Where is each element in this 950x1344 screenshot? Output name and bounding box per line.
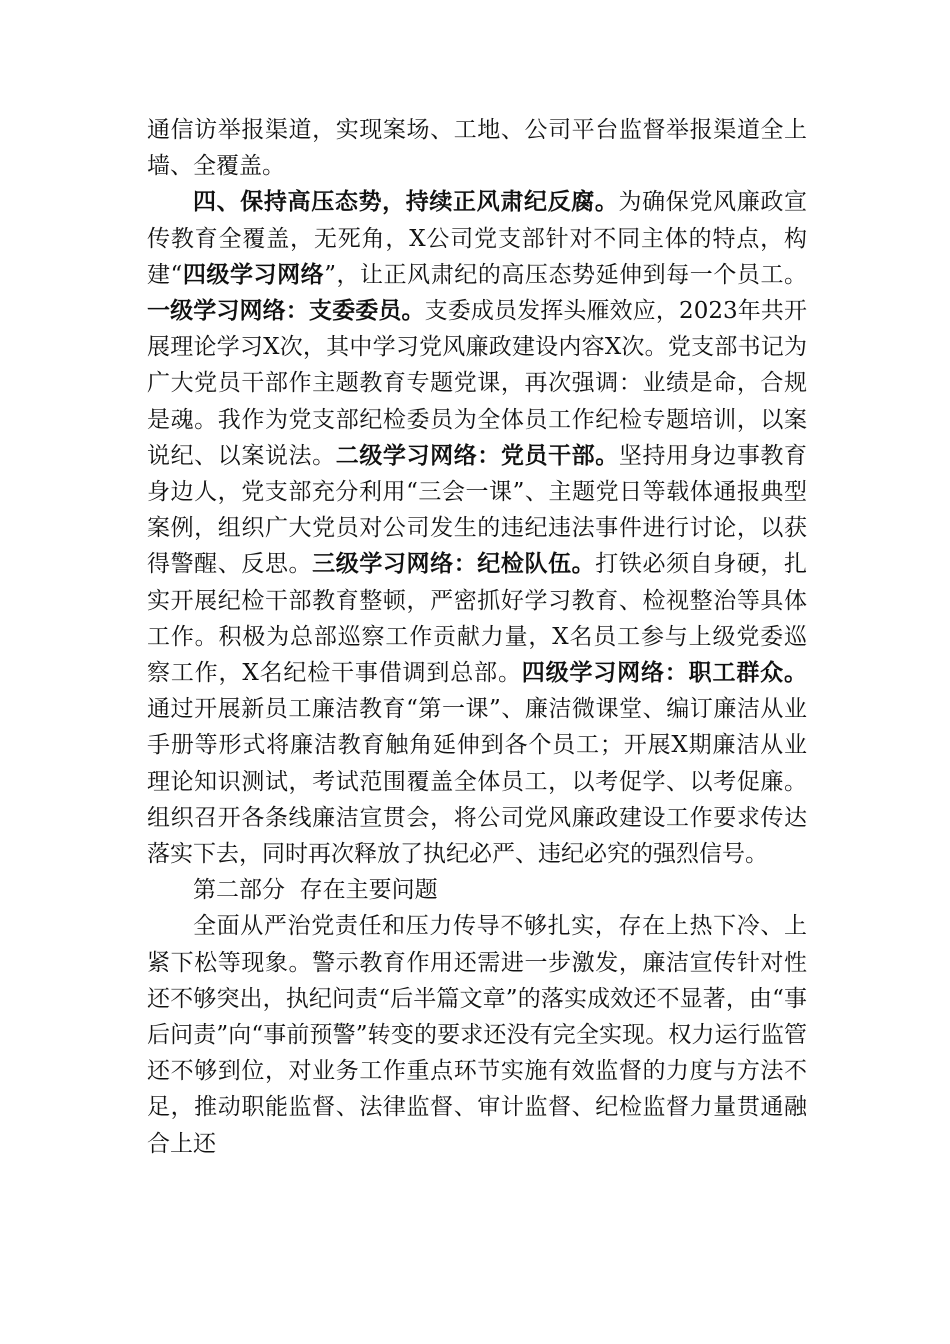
bold-term-network: 四级学习网络 — [182, 261, 325, 288]
bold-heading-four: 四、保持高压态势，持续正风肃纪反腐。 — [193, 189, 619, 216]
paragraph-continuation: 通信访举报渠道，实现案场、工地、公司平台监督举报渠道全上墙、全覆盖。 — [147, 117, 807, 180]
paragraph-section-four — [147, 184, 807, 872]
paragraph-text: 通过开展新员工廉洁教育“第一课”、廉洁微课堂、编订廉洁从业手册等形式将廉洁教育触角延伸到各个员工；开展X期廉洁从业理论知识测试，考试范围覆盖全体员工，以考促学、以考促廉。组织召开各条线廉洁宣贯会，将公司党风廉政建设工作要求传达落实下去，同时再次释放了执纪必严、违纪必究的强烈信号。 — [147, 696, 807, 868]
bold-level-four: 四级学习网络：职工群众。 — [521, 660, 807, 687]
paragraph-problems: 全面从严治党责任和压力传导不够扎实，存在上热下冷、上紧下松等现象。警示教育作用还需进一步激发，廉洁宣传针对性还不够突出，执纪问责“后半篇文章”的落实成效还不显著，由“事后问责”向“事前预警”转变的要求还没有完全实现。权力运行监管还不够到位，对业务工作重点环节实施有效监督的力度与方法不足，推动职能监督、法律监督、审计监督、纪检监督力量贯通融合上还 — [147, 913, 807, 1157]
bold-level-one: 一级学习网络：支委委员。 — [147, 298, 425, 325]
paragraph-text: 打铁必须自身硬，扎实开展纪检干部教育整顿，严密抓好学习教育、检视整治等具体工作。积极为总部巡察工作贡献力量，X名员工参与上级党委巡察工作，X名纪检干事借调到总部。 — [147, 551, 808, 687]
bold-level-three: 三级学习网络：纪检队伍。 — [312, 551, 596, 578]
bold-level-two: 二级学习网络：党员干部。 — [335, 442, 619, 469]
paragraph-text: 为确保党风廉政宣传教育全覆盖，无死角，X公司党支部针对不同主体的特点，构建“ — [147, 189, 808, 288]
paragraph-text: 坚持用身边事教育身边人，党支部充分利用“三会一课”、主题党日等载体通报典型案例，组织广大党员对公司发生的违纪违法事件进行讨论，以获得警醒、反思。 — [147, 442, 808, 578]
paragraph-text: ”，让正风肃纪的高压态势延伸到每一个员工。 — [324, 261, 807, 288]
section-heading: 第二部分 存在主要问题 — [193, 877, 438, 904]
paragraph-text: 支委成员发挥头雁效应，2023年共开展理论学习X次，其中学习党风廉政建设内容X次。党支部书记为广大党员干部作主题教育专题党课，再次强调：业绩是命，合规是魂。我作为党支部纪检委员为全体员工作纪检专题培训，以案说纪、以案说法。 — [147, 298, 807, 469]
document-page — [147, 112, 807, 1162]
